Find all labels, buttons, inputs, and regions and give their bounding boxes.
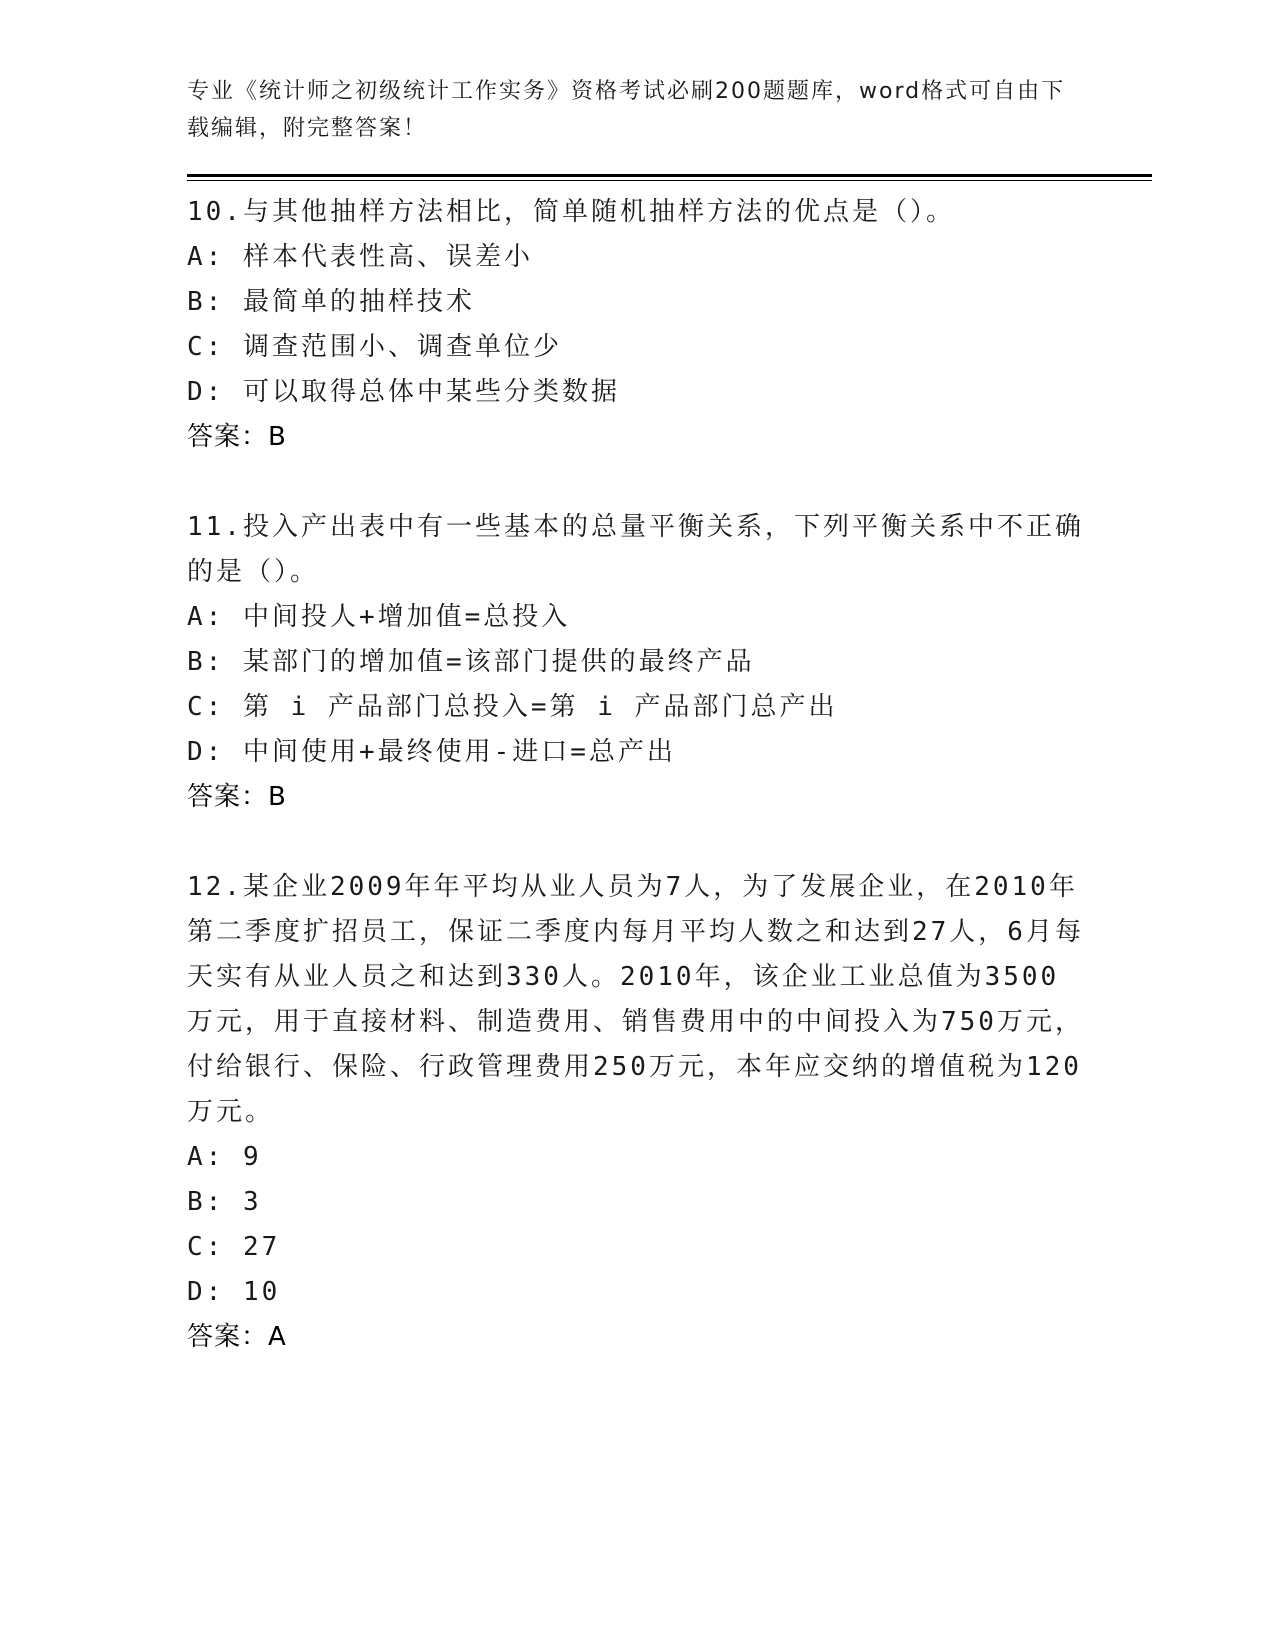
- option-c: C: 调查范围小、调查单位少: [187, 332, 562, 362]
- option-c: C: 27: [187, 1232, 281, 1262]
- answer: 答案：B: [187, 782, 287, 812]
- header-rule-thin: [187, 180, 1152, 181]
- option-d: D: 10: [187, 1277, 281, 1307]
- document-header: 专业《统计师之初级统计工作实务》资格考试必刷200题题库，word格式可自由下载编辑，附完整答案！: [187, 79, 1066, 141]
- question-stem: 10.与其他抽样方法相比，简单随机抽样方法的优点是（）。: [187, 197, 955, 227]
- option-b: B: 3: [187, 1187, 262, 1217]
- question-12: [187, 865, 1087, 1360]
- option-b: B: 最简单的抽样技术: [187, 287, 475, 317]
- answer: 答案：A: [187, 1322, 287, 1352]
- option-b: B: 某部门的增加值=该部门提供的最终产品: [187, 647, 755, 677]
- question-stem: 12.某企业2009年年平均从业人员为7人，为了发展企业，在2010年第二季度扩招员工，保证二季度内每月平均人数之和达到27人，6月每天实有从业人员之和达到330人。2010年，该企业工业总值为3500万元，用于直接材料、制造费用、销售费用中的中间投入为750万元，付给银行、保险、行政管理费用250万元，本年应交纳的增值税为120万元。: [187, 872, 1084, 1127]
- spacer: [187, 820, 1087, 865]
- option-a: A: 中间投人+增加值=总投入: [187, 602, 571, 632]
- header-rule-thick: [187, 174, 1152, 177]
- option-d: D: 中间使用+最终使用-进口=总产出: [187, 737, 676, 767]
- question-stem: 11.投入产出表中有一些基本的总量平衡关系，下列平衡关系中不正确的是（）。: [187, 512, 1084, 587]
- option-d: D: 可以取得总体中某些分类数据: [187, 377, 620, 407]
- option-a: A: 样本代表性高、误差小: [187, 242, 533, 272]
- spacer: [187, 460, 1087, 505]
- question-11: [187, 505, 1087, 820]
- question-10: [187, 190, 1087, 460]
- answer: 答案：B: [187, 422, 287, 452]
- option-a: A: 9: [187, 1142, 262, 1172]
- question-list: [187, 190, 1087, 1360]
- option-c: C: 第 i 产品部门总投入=第 i 产品部门总产出: [187, 692, 838, 722]
